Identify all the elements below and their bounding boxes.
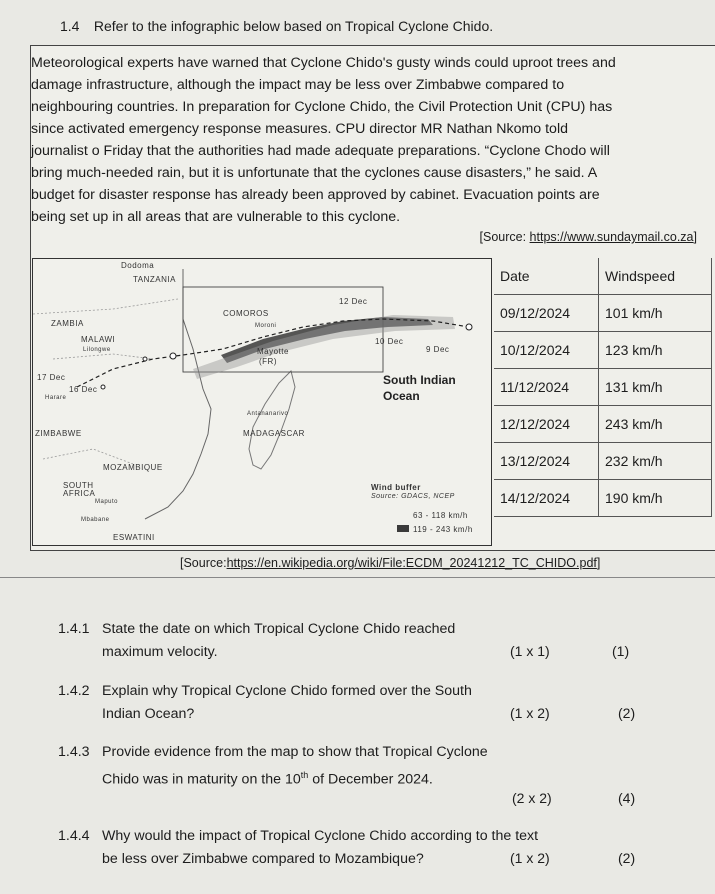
- table-cell-date: 12/12/2024: [494, 406, 599, 443]
- question-marks: (4): [618, 790, 636, 806]
- question-1-4-4: [58, 825, 538, 871]
- table-header-windspeed: Windspeed: [599, 258, 712, 295]
- question-formula: (1 x 2): [510, 705, 550, 721]
- table-cell-date: 09/12/2024: [494, 295, 599, 332]
- source-link[interactable]: https://www.sundaymail.co.za: [529, 230, 694, 244]
- madagascar-outline: [249, 371, 295, 469]
- legend-item-high: 119 - 243 km/h: [413, 525, 473, 534]
- map-label-harare: Harare: [45, 395, 67, 401]
- article-line: bring much-needed rain, but it is unfortunate that the cyclones cause disasters,” he said. A: [31, 165, 598, 181]
- question-text: Explain why Tropical Cyclone Chido formed over the South: [102, 683, 472, 699]
- map-label-mbabane: Mbabane: [81, 517, 110, 523]
- article-text: [31, 52, 709, 228]
- question-1-4-1: [58, 618, 455, 664]
- mozambique-coastline: [145, 269, 211, 519]
- table-cell-windspeed: 190 km/h: [599, 480, 712, 517]
- map-label-malawi: MALAWI: [81, 335, 116, 344]
- article-line: budget for disaster response has already been approved by cabinet. Evacuation points are: [31, 187, 600, 203]
- country-border: [43, 449, 133, 464]
- windspeed-table: [494, 258, 712, 517]
- question-number: 1.4.1: [58, 621, 90, 637]
- table-cell-windspeed: 131 km/h: [599, 369, 712, 406]
- map-label-ocean-1: South Indian: [383, 373, 456, 387]
- question-1-4-2: [58, 680, 472, 726]
- question-number: 1.4.3: [58, 744, 90, 760]
- map-label-maputo: Maputo: [95, 499, 119, 505]
- table-row: [494, 369, 712, 406]
- wind-buffer-low: [193, 315, 455, 379]
- table-row: [494, 443, 712, 480]
- question-text-superscript: th: [300, 770, 309, 780]
- map-label-antananarivo: Antananarivo: [247, 411, 289, 417]
- map-label-moroni: Moroni: [255, 323, 277, 329]
- article-line: damage infrastructure, although the impact may be less over Zimbabwe compared to: [31, 77, 565, 93]
- section-divider: [0, 577, 715, 578]
- table-cell-date: 13/12/2024: [494, 443, 599, 480]
- map-label-9dec: 9 Dec: [426, 345, 450, 354]
- table-cell-windspeed: 232 km/h: [599, 443, 712, 480]
- table-header-date: Date: [494, 258, 599, 295]
- question-text: Indian Ocean?: [102, 706, 195, 722]
- map-label-10dec: 10 Dec: [375, 337, 404, 346]
- table-cell-date: 14/12/2024: [494, 480, 599, 517]
- table-row: [494, 480, 712, 517]
- table-row: [494, 295, 712, 332]
- map-label-madagascar: MADAGASCAR: [243, 429, 305, 438]
- legend-source: Source: GDACS, NCEP: [371, 493, 455, 500]
- table-cell-windspeed: 101 km/h: [599, 295, 712, 332]
- map-label-12dec: 12 Dec: [339, 297, 368, 306]
- table-cell-windspeed: 123 km/h: [599, 332, 712, 369]
- map-label-lilongwe: Lilongwe: [83, 347, 111, 353]
- question-text: Provide evidence from the map to show that Tropical Cyclone: [102, 744, 488, 760]
- article-line: journalist o Friday that the authorities had made adequate preparations. “Cyclone Chodo will: [31, 143, 610, 159]
- source-suffix: ]: [693, 230, 697, 244]
- map-label-ocean-2: Ocean: [383, 389, 420, 403]
- track-point: [170, 353, 176, 359]
- map-label-17dec: 17 Dec: [37, 373, 66, 382]
- question-number: 1.4.4: [58, 828, 90, 844]
- table-cell-date: 11/12/2024: [494, 369, 599, 406]
- map-label-16dec: 16 Dec: [69, 385, 98, 394]
- question-instruction: Refer to the infographic below based on Tropical Cyclone Chido.: [93, 18, 494, 34]
- legend-swatch-high: [397, 525, 409, 532]
- question-number: 1.4.2: [58, 683, 90, 699]
- map-label-zimbabwe: ZIMBABWE: [35, 429, 82, 438]
- question-formula: (1 x 1): [510, 643, 550, 659]
- table-cell-date: 10/12/2024: [494, 332, 599, 369]
- map-label-fr: (FR): [259, 357, 277, 366]
- question-number: 1.4: [60, 18, 80, 34]
- question-formula: (2 x 2): [512, 790, 552, 806]
- source2-suffix: ]: [596, 556, 601, 570]
- map-label-comoros: COMOROS: [223, 309, 269, 318]
- question-text: [58, 764, 488, 792]
- legend-item-low: 63 - 118 km/h: [413, 511, 468, 520]
- map-label-africa: AFRICA: [63, 489, 96, 498]
- source-prefix: [Source:: [479, 230, 530, 244]
- question-text: be less over Zimbabwe compared to Mozambique?: [102, 851, 424, 867]
- table-row: [494, 406, 712, 443]
- country-border: [33, 299, 178, 314]
- legend-title: Wind buffer: [371, 483, 421, 492]
- question-marks: (1): [612, 643, 630, 659]
- map-label-dodoma: Dodoma: [121, 261, 155, 270]
- article-source: [480, 230, 697, 244]
- article-line: neighbouring countries. In preparation for Cyclone Chido, the Civil Protection Unit (CPU) has: [31, 99, 613, 115]
- table-row: [494, 332, 712, 369]
- map-label-tanzania: TANZANIA: [133, 275, 176, 284]
- question-formula: (1 x 2): [510, 850, 550, 866]
- question-1-4-3: [58, 741, 488, 792]
- map-label-zambia: ZAMBIA: [51, 319, 84, 328]
- map-label-mozambique: MOZAMBIQUE: [103, 463, 163, 472]
- question-text: maximum velocity.: [102, 644, 218, 660]
- source2-link[interactable]: https://en.wikipedia.org/wiki/File:ECDM_20241212_TC_CHIDO.pdf: [226, 556, 597, 570]
- map-label-mayotte: Mayotte: [257, 347, 289, 356]
- table-header-row: [494, 258, 712, 295]
- map-label-south: SOUTH: [63, 481, 94, 490]
- table-cell-windspeed: 243 km/h: [599, 406, 712, 443]
- track-point: [143, 357, 147, 361]
- country-border: [53, 354, 153, 359]
- question-marks: (2): [618, 705, 636, 721]
- article-line: since activated emergency response measures. CPU director MR Nathan Nkomo told: [31, 121, 568, 137]
- article-line: being set up in all areas that are vulnerable to this cyclone.: [31, 209, 401, 225]
- map-label-eswatini: ESWATINI: [113, 533, 155, 542]
- map-source: [180, 556, 600, 570]
- cyclone-map: [32, 258, 492, 546]
- track-point: [101, 385, 105, 389]
- question-text: State the date on which Tropical Cyclone Chido reached: [102, 621, 456, 637]
- question-text-part: of December 2024.: [308, 771, 433, 788]
- track-start-marker: [466, 324, 472, 330]
- question-marks: (2): [618, 850, 636, 866]
- article-line: Meteorological experts have warned that Cyclone Chido's gusty winds could uproot trees and: [31, 55, 616, 71]
- source2-prefix: [Source:: [180, 556, 227, 570]
- question-header: [60, 18, 493, 34]
- question-text-part: Chido was in maturity on the 10: [102, 771, 301, 788]
- question-text: Why would the impact of Tropical Cyclone Chido according to the text: [102, 828, 539, 844]
